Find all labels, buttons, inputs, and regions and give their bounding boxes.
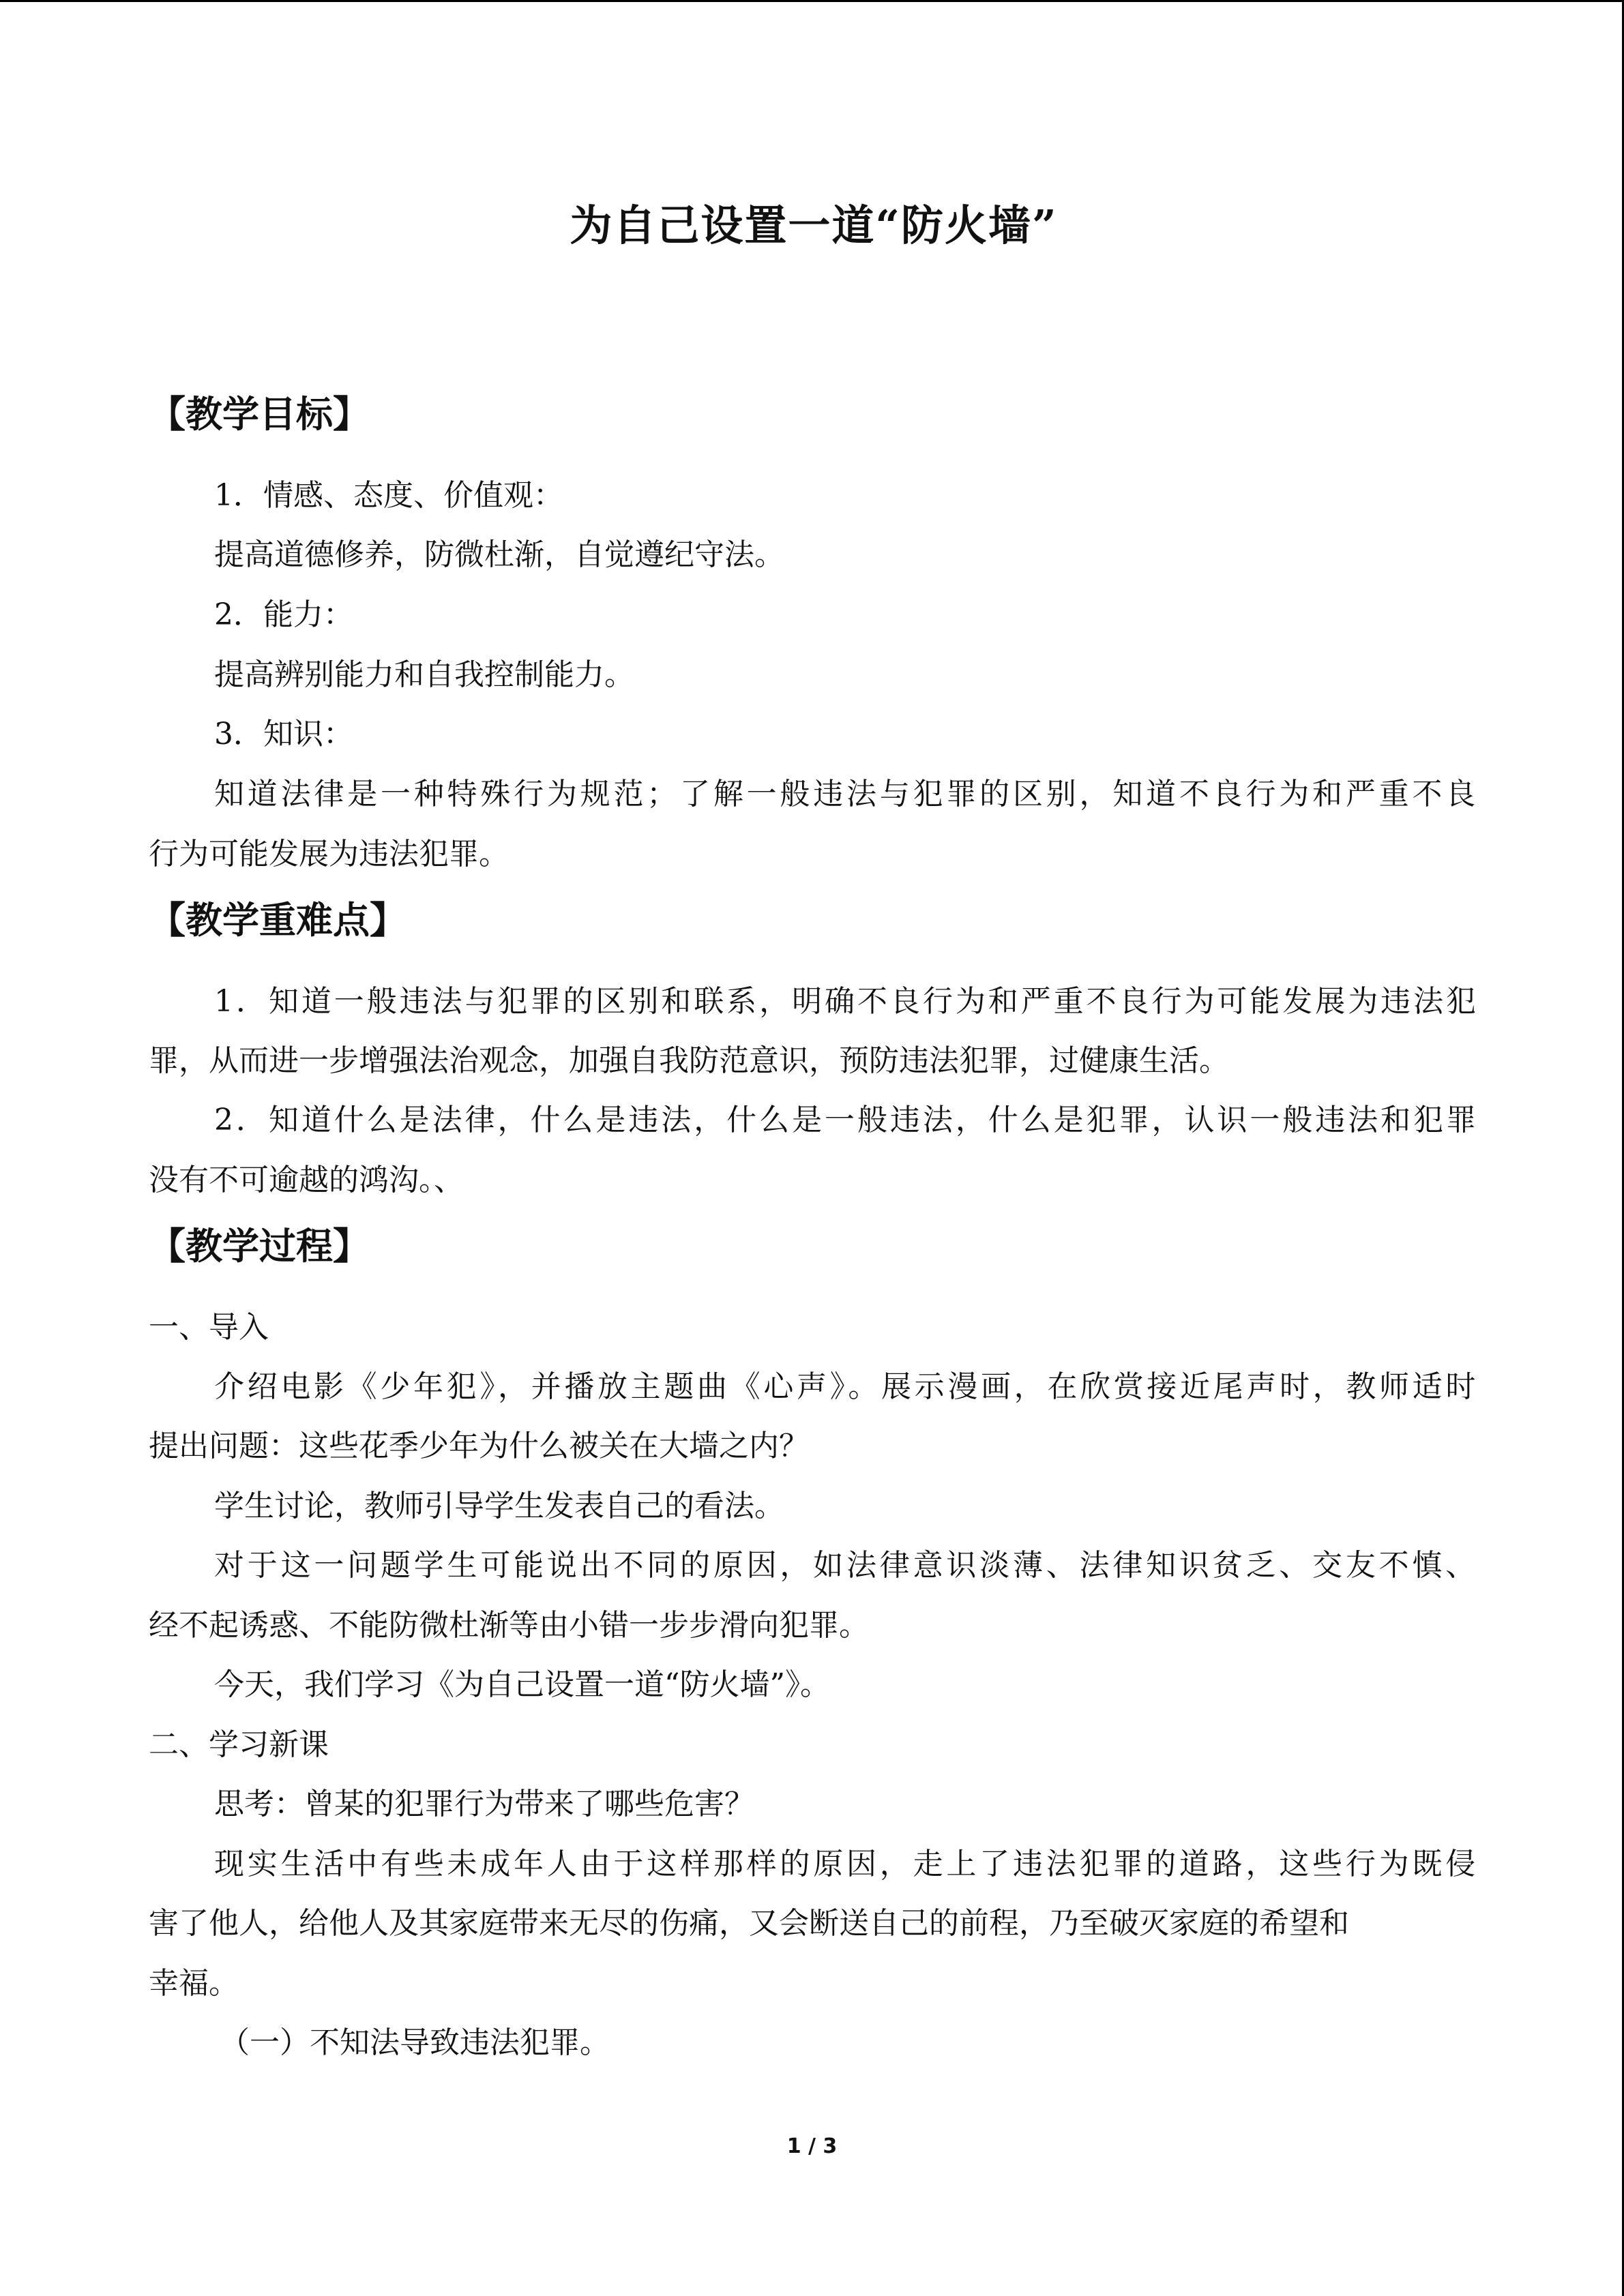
intro-paragraph-1-line1: 介绍电影《少年犯》，并播放主题曲《心声》。展示漫画，在欣赏接近尾声时，教师适时 xyxy=(214,1369,1479,1404)
goal-item-3-label: 3．知识： xyxy=(214,717,353,751)
heading-teaching-goals: 【教学目标】 xyxy=(149,392,370,436)
new-lesson-paragraph-2-line3: 幸福。 xyxy=(149,1966,239,2001)
key-point-1-line1: 1．知道一般违法与犯罪的区别和联系，明确不良行为和严重不良行为可能发展为违法犯 xyxy=(214,984,1479,1019)
goal-item-3-text-line2: 行为可能发展为违法犯罪。 xyxy=(149,837,509,871)
key-point-1-line2: 罪，从而进一步增强法治观念，加强自我防范意识，预防违法犯罪，过健康生活。 xyxy=(149,1043,1229,1078)
heading-teaching-process: 【教学过程】 xyxy=(149,1224,370,1268)
goal-item-3-text-line1: 知道法律是一种特殊行为规范；了解一般违法与犯罪的区别，知道不良行为和严重不良 xyxy=(214,777,1479,811)
goal-item-2-text: 提高辨别能力和自我控制能力。 xyxy=(214,657,634,692)
goal-item-2-label: 2．能力： xyxy=(214,597,353,632)
subsection-1-heading: （一）不知法导致违法犯罪。 xyxy=(220,2025,610,2060)
intro-paragraph-2: 学生讨论，教师引导学生发表自己的看法。 xyxy=(214,1489,784,1523)
section-new-lesson-heading: 二、学习新课 xyxy=(149,1727,329,1762)
section-intro-heading: 一、导入 xyxy=(149,1310,269,1345)
page-number: 1 / 3 xyxy=(786,2134,838,2158)
page-border-top xyxy=(0,0,1624,2)
goal-item-1-label: 1．情感、态度、价值观： xyxy=(214,478,563,513)
intro-paragraph-1-line2: 提出问题：这些花季少年为什么被关在大墙之内？ xyxy=(149,1429,809,1463)
new-lesson-paragraph-2-line1: 现实生活中有些未成年人由于这样那样的原因，走上了违法犯罪的道路，这些行为既侵 xyxy=(214,1847,1479,1881)
intro-paragraph-3-line2: 经不起诱惑、不能防微杜渐等由小错一步步滑向犯罪。 xyxy=(149,1608,869,1643)
goal-item-1-text: 提高道德修养，防微杜渐，自觉遵纪守法。 xyxy=(214,537,784,572)
heading-key-points: 【教学重难点】 xyxy=(149,898,407,942)
intro-paragraph-4: 今天，我们学习《为自己设置一道“防火墙”》。 xyxy=(214,1667,830,1702)
key-point-2-line1: 2．知道什么是法律，什么是违法，什么是一般违法，什么是犯罪，认识一般违法和犯罪 xyxy=(214,1103,1479,1137)
key-point-2-line2: 没有不可逾越的鸿沟。、 xyxy=(149,1163,464,1197)
document-title: 为自己设置一道“防火墙” xyxy=(570,200,1058,250)
new-lesson-paragraph-1: 思考：曾某的犯罪行为带来了哪些危害？ xyxy=(214,1787,754,1821)
new-lesson-paragraph-2-line2: 害了他人，给他人及其家庭带来无尽的伤痛，又会断送自己的前程，乃至破灭家庭的希望和 xyxy=(149,1906,1349,1941)
intro-paragraph-3-line1: 对于这一问题学生可能说出不同的原因，如法律意识淡薄、法律知识贫乏、交友不慎、 xyxy=(214,1548,1479,1583)
